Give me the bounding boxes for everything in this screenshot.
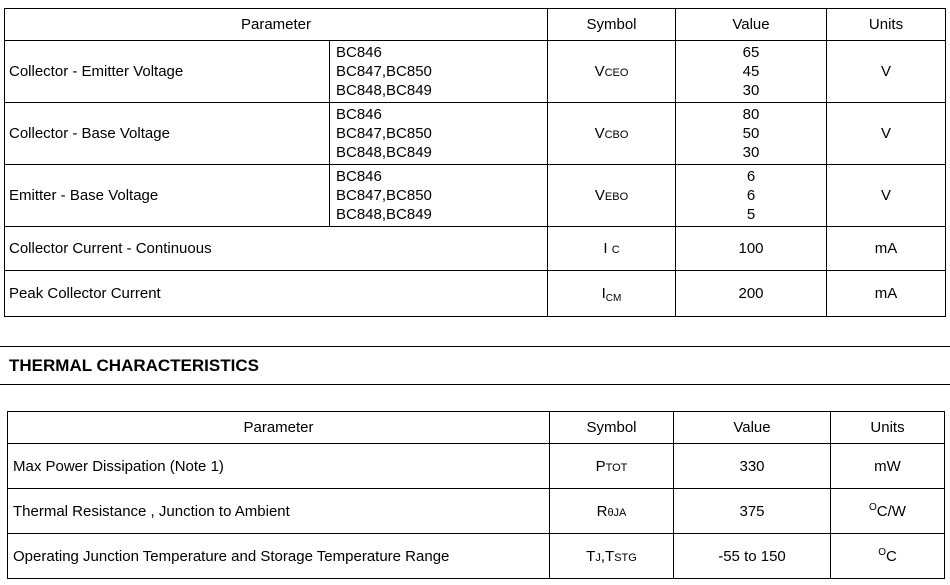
models-cell — [330, 165, 548, 227]
header-units: Units — [827, 9, 946, 41]
header-units: Units — [831, 412, 945, 444]
units-cell: mA — [827, 271, 946, 317]
table-row — [8, 534, 945, 579]
parameter-cell: Operating Junction Temperature and Storage Temperature Range — [8, 534, 550, 579]
parameter-cell: Peak Collector Current — [5, 271, 548, 317]
units-cell: V — [827, 103, 946, 165]
values-cell — [676, 165, 827, 227]
header-value: Value — [676, 9, 827, 41]
symbol-subscript: EBO — [604, 191, 629, 203]
symbol-main: I — [603, 240, 608, 257]
symbol-subscript: CM — [605, 293, 622, 304]
header-value: Value — [674, 412, 831, 444]
model-label: BC847,BC850 — [336, 186, 432, 204]
units-cell — [831, 489, 945, 534]
model-label: BC847,BC850 — [336, 124, 432, 142]
section-title: THERMAL CHARACTERISTICS — [9, 356, 259, 375]
value-text: 30 — [742, 144, 760, 162]
header-parameter: Parameter — [8, 412, 550, 444]
parameter-cell: Thermal Resistance , Junction to Ambient — [8, 489, 550, 534]
units-cell — [831, 534, 945, 579]
value-text: 65 — [742, 43, 760, 61]
symbol-cell — [548, 41, 676, 103]
symbol-main: I — [601, 285, 606, 302]
symbol-subscript-2: STG — [614, 551, 637, 564]
units-cell: V — [827, 41, 946, 103]
symbol-main: T — [586, 547, 596, 565]
symbol-main: V — [594, 187, 605, 204]
parameter-cell: Collector - Base Voltage — [5, 103, 330, 165]
model-label: BC848,BC849 — [336, 206, 432, 224]
model-label: BC846 — [336, 43, 382, 61]
symbol-subscript: CBO — [604, 129, 629, 141]
section-divider-bottom — [0, 384, 950, 385]
value-text: 5 — [746, 206, 756, 224]
degree-superscript: O — [869, 502, 877, 513]
model-label: BC848,BC849 — [336, 82, 432, 100]
values-cell — [676, 103, 827, 165]
thermal-characteristics-table — [7, 411, 945, 579]
symbol-subscript: TOT — [605, 461, 628, 474]
symbol-separator: ,T — [600, 547, 615, 565]
symbol-subscript: CEO — [604, 67, 629, 79]
units-text: C/W — [876, 503, 906, 520]
value-cell: 330 — [674, 444, 831, 489]
units-cell: V — [827, 165, 946, 227]
symbol-cell — [548, 271, 676, 317]
symbol-cell — [548, 165, 676, 227]
maximum-ratings-table — [4, 8, 946, 317]
symbol-cell — [550, 534, 674, 579]
section-divider-top — [0, 346, 950, 347]
table-header-row — [8, 412, 945, 444]
units-text: C — [885, 548, 897, 565]
symbol-main: R — [596, 502, 608, 520]
symbol-subscript: J — [595, 551, 601, 564]
symbol-subscript: θJA — [607, 506, 627, 519]
symbol-cell — [550, 444, 674, 489]
units-cell: mA — [827, 227, 946, 271]
parameter-cell: Emitter - Base Voltage — [5, 165, 330, 227]
header-symbol: Symbol — [548, 9, 676, 41]
degree-superscript: O — [878, 547, 886, 558]
models-cell — [330, 103, 548, 165]
table-row — [5, 103, 946, 165]
table-row — [5, 227, 946, 271]
value-cell: 375 — [674, 489, 831, 534]
value-text: 80 — [742, 105, 760, 123]
symbol-main: V — [594, 125, 605, 142]
symbol-cell — [548, 103, 676, 165]
value-text: 30 — [742, 82, 760, 100]
symbol-main: P — [595, 457, 606, 475]
table-header-row — [5, 9, 946, 41]
units-cell: mW — [831, 444, 945, 489]
value-cell: 100 — [676, 227, 827, 271]
model-label: BC846 — [336, 105, 382, 123]
symbol-cell — [548, 227, 676, 271]
symbol-main: V — [594, 63, 605, 80]
value-text: 6 — [746, 167, 756, 185]
table-row — [5, 271, 946, 317]
model-label: BC846 — [336, 167, 382, 185]
value-text: 6 — [746, 186, 756, 204]
table-row — [5, 41, 946, 103]
table-row — [5, 165, 946, 227]
header-parameter: Parameter — [5, 9, 548, 41]
value-cell: 200 — [676, 271, 827, 317]
table-row — [8, 489, 945, 534]
parameter-cell: Collector Current - Continuous — [5, 227, 548, 271]
model-label: BC847,BC850 — [336, 62, 432, 80]
symbol-cell — [550, 489, 674, 534]
models-cell — [330, 41, 548, 103]
value-cell: -55 to 150 — [674, 534, 831, 579]
value-text: 45 — [742, 62, 760, 80]
value-text: 50 — [742, 124, 760, 142]
table-row — [8, 444, 945, 489]
parameter-cell: Collector - Emitter Voltage — [5, 41, 330, 103]
parameter-cell: Max Power Dissipation (Note 1) — [8, 444, 550, 489]
model-label: BC848,BC849 — [336, 144, 432, 162]
symbol-subscript: C — [611, 244, 620, 256]
values-cell — [676, 41, 827, 103]
header-symbol: Symbol — [550, 412, 674, 444]
